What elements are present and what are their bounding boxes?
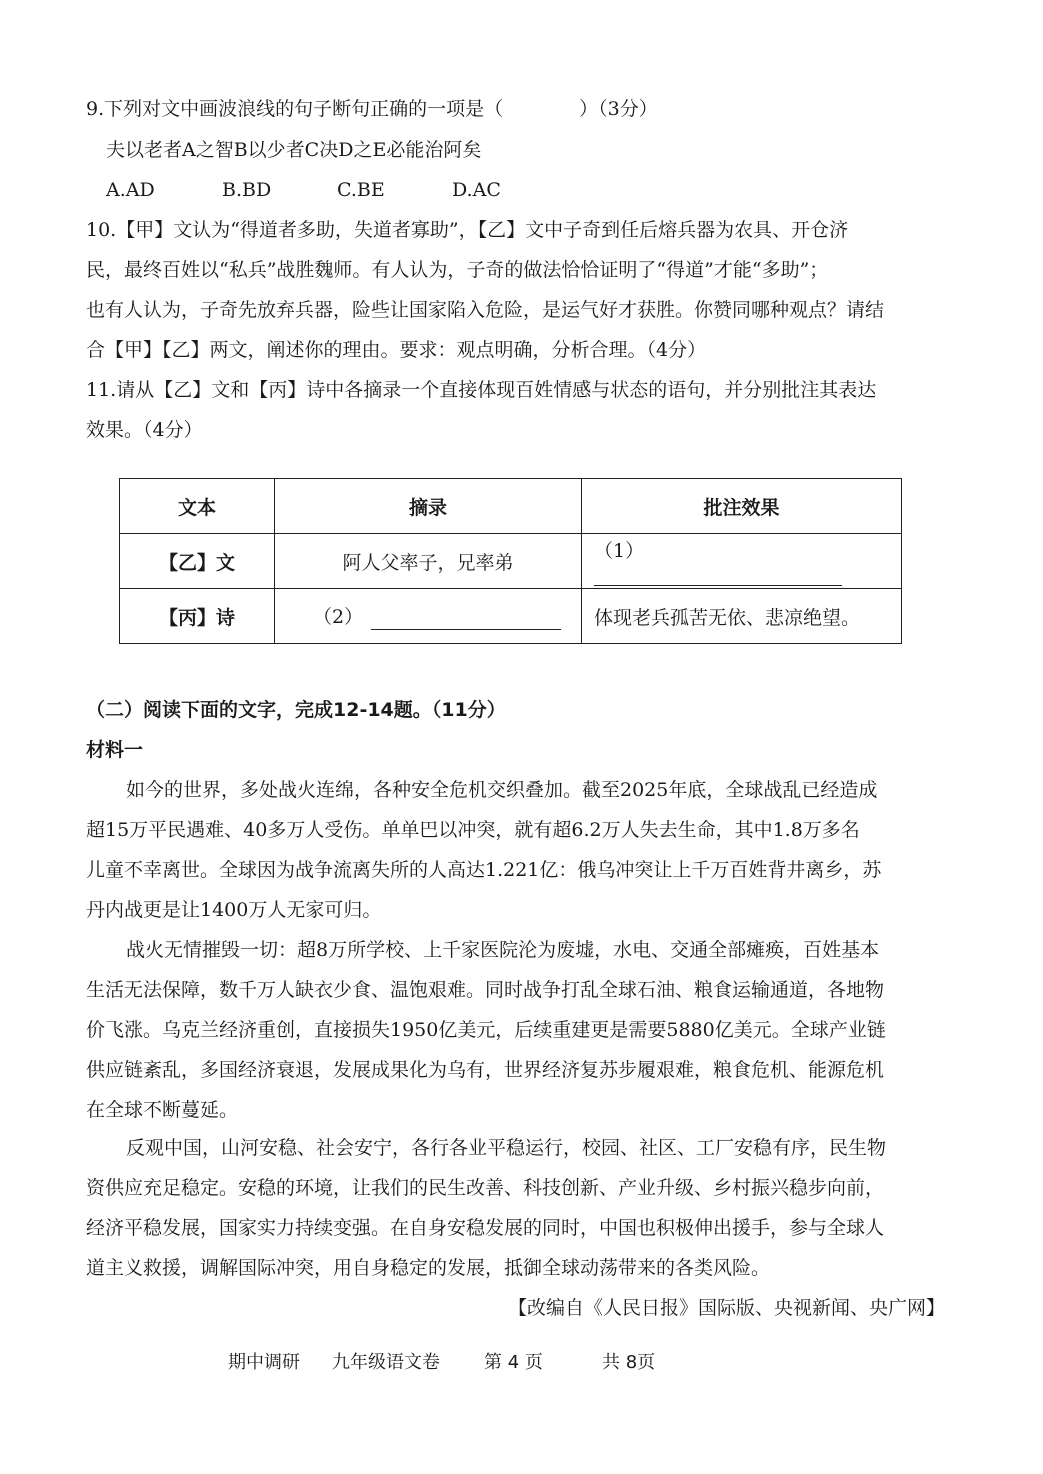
- footer-page: 第 4 页: [484, 1352, 543, 1373]
- table-cell-text: 【丙】诗: [120, 589, 275, 644]
- p3-line-1: 反观中国，山河安稳、社会安宁，各行各业平稳运行，校园、社区、工厂安稳有序，民生物: [126, 1137, 887, 1159]
- p2-line-2: 生活无法保障，数千万人缺衣少食、温饱艰难。同时战争打乱全球石油、粮食运输通道，各地物: [86, 979, 885, 1001]
- footer-exam: 期中调研: [228, 1352, 300, 1373]
- q9-sentence: 夫以老者A之智B以少者C决D之E必能治阿矣: [106, 139, 482, 161]
- q9-option-a: A.AD: [106, 179, 155, 201]
- table-header-excerpt: 摘录: [275, 479, 582, 534]
- q10-line-3: 也有人认为，子奇先放弃兵器，险些让国家陷入危险，是运气好才获胜。你赞同哪种观点？请结: [86, 299, 885, 321]
- table-header-effect: 批注效果: [582, 479, 902, 534]
- table-cell-effect[interactable]: [582, 534, 902, 589]
- table-row: [120, 589, 902, 644]
- table-row: [120, 534, 902, 589]
- p2-line-1: 战火无情摧毁一切：超8万所学校、上千家医院沦为废墟，水电、交通全部瘫痪，百姓基本: [126, 939, 880, 961]
- q10-line-2: 民，最终百姓以“私兵”战胜魏师。有人认为，子奇的做法恰恰证明了“得道”才能“多助”；: [86, 259, 829, 281]
- answer-blank-1[interactable]: [594, 563, 842, 586]
- table-cell-excerpt: 阿人父率子，兄率弟: [275, 534, 582, 589]
- q9-option-d: D.AC: [452, 179, 501, 201]
- q9-option-b: B.BD: [222, 179, 272, 201]
- section-heading: （二）阅读下面的文字，完成12-14题。（11分）: [86, 699, 506, 721]
- q9-option-c: C.BE: [337, 179, 385, 201]
- page-footer: [228, 1348, 655, 1378]
- q10-line-1: 10.【甲】文认为“得道者多助，失道者寡助”，【乙】文中子奇到任后熔兵器为农具、开仓济: [86, 219, 849, 241]
- p2-line-5: 在全球不断蔓延。: [86, 1099, 239, 1121]
- table-header-row: [120, 479, 902, 534]
- table-cell-excerpt[interactable]: [275, 589, 582, 644]
- q11-line-2: 效果。（4分）: [86, 419, 203, 441]
- p1-line-4: 丹内战更是让1400万人无家可归。: [86, 899, 382, 921]
- p2-line-4: 供应链紊乱，多国经济衰退，发展成果化为乌有，世界经济复苏步履艰难，粮食危机、能源危机: [86, 1059, 885, 1081]
- q9-options: [106, 170, 501, 210]
- footer-paper: 九年级语文卷: [332, 1352, 440, 1373]
- source-citation: 【改编自《人民日报》国际版、央视新闻、央广网】: [507, 1297, 945, 1319]
- q11-line-1: 11.请从【乙】文和【丙】诗中各摘录一个直接体现百姓情感与状态的语句，并分别批注其表达: [86, 379, 877, 401]
- p3-line-3: 经济平稳发展，国家实力持续变强。在自身安稳发展的同时，中国也积极伸出援手，参与全球人: [86, 1217, 885, 1239]
- p3-line-4: 道主义救援，调解国际冲突，用自身稳定的发展，抵御全球动荡带来的各类风险。: [86, 1257, 771, 1279]
- p2-line-3: 价飞涨。乌克兰经济重创，直接损失1950亿美元，后续重建更是需要5880亿美元。全球产业链: [86, 1019, 886, 1041]
- q10-line-4: 合【甲】【乙】两文，阐述你的理由。要求：观点明确，分析合理。（4分）: [86, 339, 707, 361]
- footer-total: 共 8页: [602, 1352, 656, 1373]
- answer-blank-2[interactable]: [371, 607, 561, 630]
- table-cell-text: 【乙】文: [120, 534, 275, 589]
- material-title: 材料一: [86, 739, 144, 761]
- p1-line-2: 超15万平民遇难、40多万人受伤。单单巴以冲突，就有超6.2万人失去生命，其中1.8万多名: [86, 819, 860, 841]
- blank-label-2: （2）: [313, 606, 364, 629]
- table-header-text: 文本: [120, 479, 275, 534]
- annotation-table: [119, 478, 902, 644]
- q9-stem: 9.下列对文中画波浪线的句子断句正确的一项是（ ）（3分）: [86, 98, 658, 120]
- p1-line-1: 如今的世界，多处战火连绵，各种安全危机交织叠加。截至2025年底，全球战乱已经造成: [126, 779, 878, 801]
- blank-label-1: （1）: [594, 539, 645, 562]
- p3-line-2: 资供应充足稳定。安稳的环境，让我们的民生改善、科技创新、产业升级、乡村振兴稳步向前，: [86, 1177, 885, 1199]
- p1-line-3: 儿童不幸离世。全球因为战争流离失所的人高达1.221亿：俄乌冲突让上千万百姓背井离乡，苏: [86, 859, 882, 881]
- table-cell-effect: 体现老兵孤苦无依、悲凉绝望。: [582, 589, 902, 644]
